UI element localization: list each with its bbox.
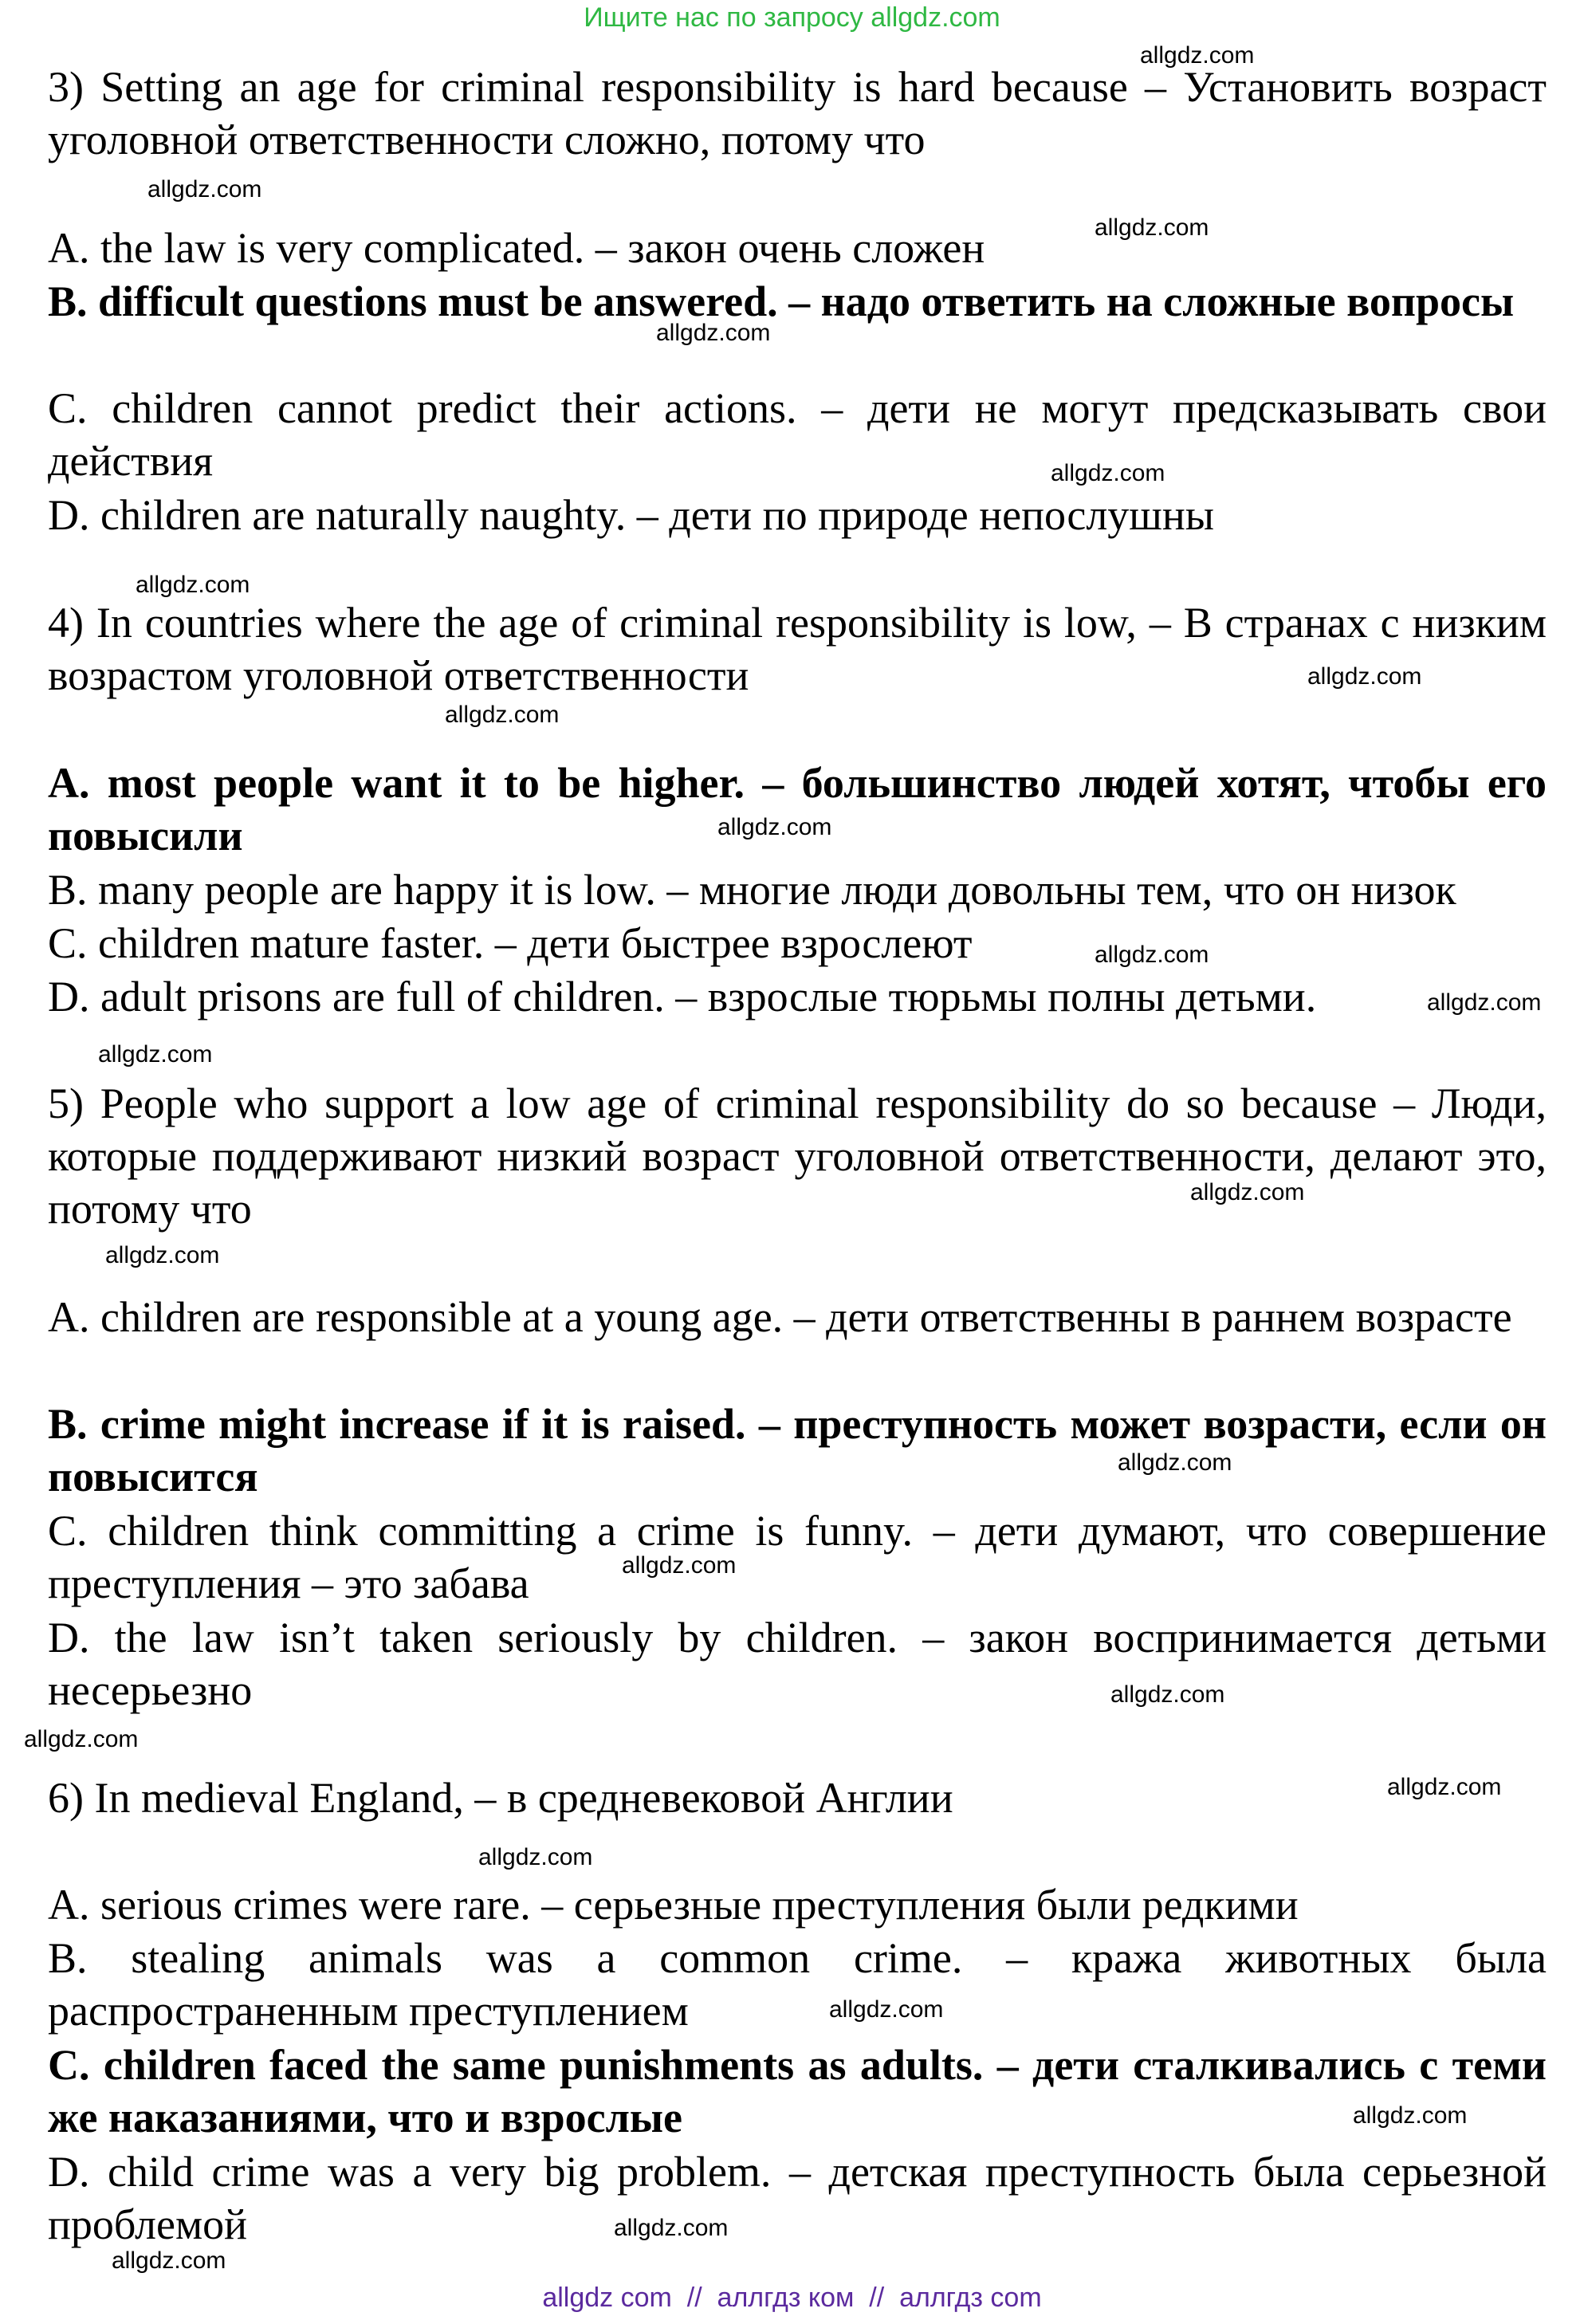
watermark: allgdz.com	[105, 1242, 220, 1268]
answer-option: D. child crime was a very big problem. – детская преступность была серьезной проблемой	[48, 2148, 1547, 2248]
answer-option: C. children cannot predict their actions. – дети не могут предсказывать свои действия	[48, 384, 1547, 485]
top-banner[interactable]: Ищите нас по запросу allgdz.com	[584, 2, 1000, 33]
watermark: allgdz.com	[147, 176, 262, 203]
answer-option: A. children are responsible at a young age. – дети ответственны в раннем возрасте	[48, 1293, 1512, 1341]
watermark: allgdz.com	[478, 1844, 593, 1870]
watermark: allgdz.com	[1140, 42, 1255, 69]
watermark: allgdz.com	[24, 1726, 139, 1752]
watermark: allgdz.com	[1190, 1179, 1305, 1205]
watermark: allgdz.com	[1307, 663, 1422, 690]
question-stem: 5) People who support a low age of criminal responsibility do so because – Люди, которые поддерживают низкий возраст уголовной ответственности, делают это, потому что	[48, 1079, 1547, 1233]
question-stem: 6) In medieval England, – в средневековой Англии	[48, 1774, 953, 1822]
footer-links[interactable]: allgdz com // аллгдз ком // аллгдз com	[542, 2283, 1042, 2313]
watermark: allgdz.com	[445, 702, 560, 728]
correct-answer-option: B. difficult questions must be answered. – надо ответить на сложные вопросы	[48, 277, 1515, 325]
watermark: allgdz.com	[1095, 214, 1209, 241]
watermark: allgdz.com	[1118, 1449, 1232, 1476]
answer-option: C. children think committing a crime is funny. – дети думают, что совершение преступления – это забава	[48, 1507, 1547, 1607]
watermark: allgdz.com	[1095, 942, 1209, 968]
watermark: allgdz.com	[1427, 989, 1542, 1016]
question-stem: 3) Setting an age for criminal responsibility is hard because – Установить возраст уголовной ответственности сложно, потому что	[48, 63, 1547, 163]
answer-option: D. adult prisons are full of children. – взрослые тюрьмы полны детьми.	[48, 973, 1317, 1020]
answer-option: D. the law isn’t taken seriously by children. – закон воспринимается детьми несерьезно	[48, 1614, 1547, 1714]
watermark: allgdz.com	[656, 320, 771, 346]
watermark: allgdz.com	[1051, 460, 1165, 486]
watermark: allgdz.com	[829, 1996, 944, 2023]
watermark: allgdz.com	[136, 572, 250, 598]
watermark: allgdz.com	[1387, 1774, 1502, 1800]
correct-answer-option: A. most people want it to be higher. – большинство людей хотят, чтобы его повысили	[48, 759, 1547, 859]
watermark: allgdz.com	[1353, 2102, 1468, 2129]
watermark: allgdz.com	[622, 1552, 737, 1579]
correct-answer-option: B. crime might increase if it is raised. – преступность может возрасти, если он повысится	[48, 1400, 1547, 1500]
watermark: allgdz.com	[614, 2215, 729, 2241]
question-stem: 4) In countries where the age of criminal responsibility is low, – В странах с низким возрастом уголовной ответственности	[48, 599, 1547, 699]
answer-option: B. many people are happy it is low. – многие люди довольны тем, что он низок	[48, 866, 1456, 914]
answer-option: A. the law is very complicated. – закон очень сложен	[48, 224, 985, 272]
watermark: allgdz.com	[717, 814, 832, 840]
correct-answer-option: C. children faced the same punishments as adults. – дети сталкивались с теми же наказаниями, что и взрослые	[48, 2041, 1547, 2141]
answer-option: A. serious crimes were rare. – серьезные преступления были редкими	[48, 1881, 1299, 1929]
answer-option: B. stealing animals was a common crime. – кража животных была распространенным преступлением	[48, 1934, 1547, 2035]
watermark: allgdz.com	[98, 1041, 213, 1068]
answer-option: D. children are naturally naughty. – дети по природе непослушны	[48, 491, 1215, 539]
watermark: allgdz.com	[1110, 1681, 1225, 1708]
answer-option: C. children mature faster. – дети быстрее взрослеют	[48, 919, 973, 967]
watermark: allgdz.com	[112, 2247, 226, 2274]
